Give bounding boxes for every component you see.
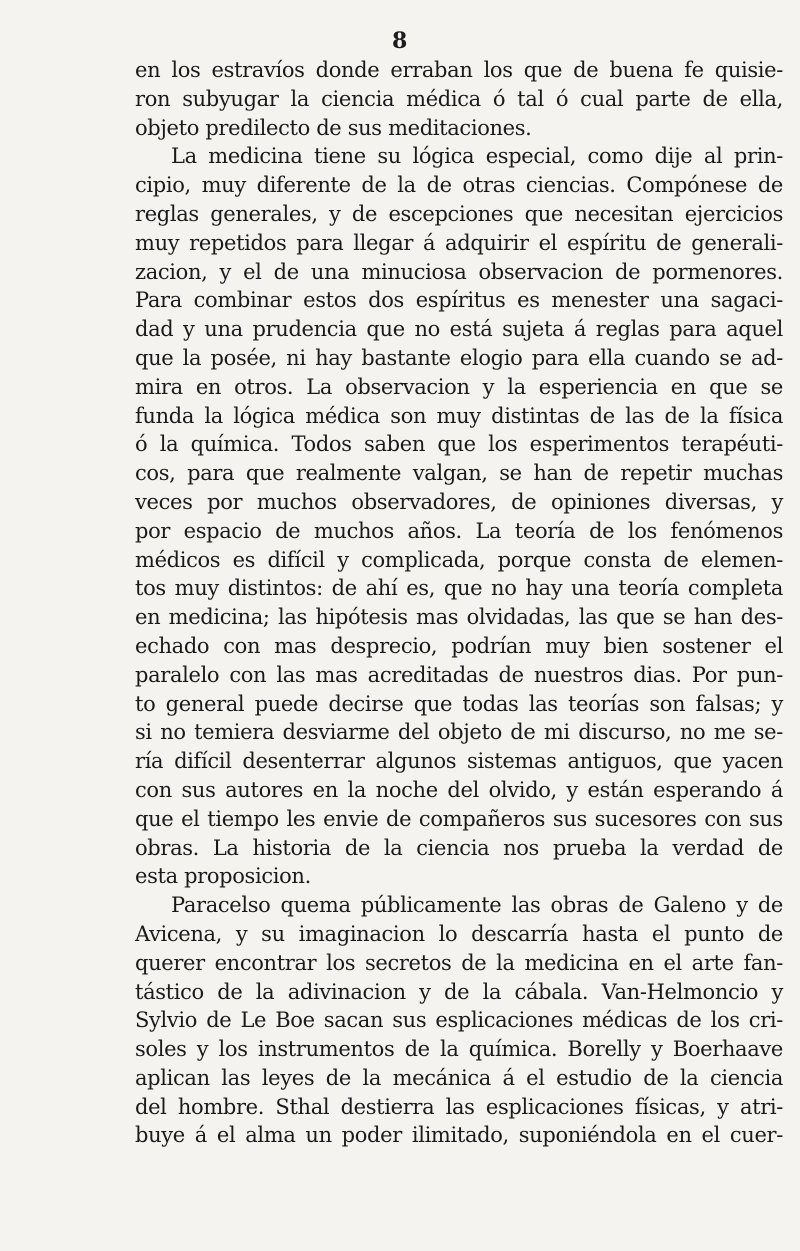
- text-line: ría difícil desenterrar algunos sistemas antiguos, que yacen: [135, 749, 783, 774]
- text-line: médicos es difícil y complicada, porque consta de elemen-: [135, 547, 783, 572]
- text-line: veces por muchos observadores, de opiniones diversas, y: [135, 489, 783, 514]
- text-line: en los estravíos donde erraban los que de buena fe quisie-: [135, 58, 783, 82]
- text-line: que el tiempo les envie de compañeros sus sucesores con sus: [135, 806, 783, 831]
- text-line: zacion, y el de una minuciosa observacion de pormenores.: [135, 259, 783, 284]
- text-line: tástico de la adivinacion y de la cábala. Van-Helmoncio y: [135, 979, 783, 1004]
- text-line: La medicina tiene su lógica especial, como dije al prin-: [171, 144, 783, 169]
- text-line: con sus autores en la noche del olvido, y están esperando á: [135, 777, 783, 802]
- text-line: en medicina; las hipótesis mas olvidadas, las que se han des-: [135, 605, 783, 630]
- text-line: Para combinar estos dos espíritus es menester una sagaci-: [135, 288, 783, 313]
- text-line: esta proposicion.: [135, 864, 311, 889]
- text-line: Sylvio de Le Boe sacan sus esplicaciones médicas de los cri-: [135, 1008, 783, 1033]
- text-line: mira en otros. La observacion y la esperiencia en que se: [135, 374, 783, 399]
- text-line: si no temiera desviarme del objeto de mi discurso, no me se-: [135, 720, 783, 745]
- text-line: cos, para que realmente valgan, se han de repetir muchas: [135, 461, 783, 486]
- text-line: reglas generales, y de escepciones que necesitan ejercicios: [135, 201, 783, 226]
- text-line: paralelo con las mas acreditadas de nuestros dias. Por pun-: [135, 662, 783, 687]
- text-line: ron subyugar la ciencia médica ó tal ó cual parte de ella,: [135, 86, 783, 111]
- text-line: Avicena, y su imaginacion lo descarría hasta el punto de: [135, 921, 783, 946]
- text-line: obras. La historia de la ciencia nos prueba la verdad de: [135, 835, 783, 860]
- text-line: buye á el alma un poder ilimitado, suponiéndola en el cuer-: [135, 1123, 783, 1148]
- text-line: que la posée, ni hay bastante elogio para ella cuando se ad-: [135, 345, 783, 370]
- text-line: soles y los instrumentos de la química. Borelly y Boerhaave: [135, 1037, 783, 1062]
- text-line: ó la química. Todos saben que los esperimentos terapéuti-: [135, 432, 783, 457]
- text-line: por espacio de muchos años. La teoría de los fenómenos: [135, 518, 783, 543]
- text-line: aplican las leyes de la mecánica á el estudio de la ciencia: [135, 1065, 783, 1090]
- text-line: querer encontrar los secretos de la medicina en el arte fan-: [135, 950, 783, 975]
- page-number: 8: [392, 28, 408, 54]
- text-line: muy repetidos para llegar á adquirir el espíritu de generali-: [135, 230, 783, 255]
- text-line: funda la lógica médica son muy distintas de las de la física: [135, 403, 783, 428]
- text-line: del hombre. Sthal destierra las esplicaciones físicas, y atri-: [135, 1094, 783, 1119]
- text-line: objeto predilecto de sus meditaciones.: [135, 115, 532, 140]
- text-line: dad y una prudencia que no está sujeta á reglas para aquel: [135, 317, 783, 342]
- text-line: echado con mas desprecio, podrían muy bien sostener el: [135, 633, 783, 658]
- text-line: cipio, muy diferente de la de otras ciencias. Compónese de: [135, 173, 783, 198]
- text-line: tos muy distintos: de ahí es, que no hay una teoría completa: [135, 576, 783, 601]
- text-line: Paracelso quema públicamente las obras de Galeno y de: [171, 893, 783, 918]
- text-line: to general puede decirse que todas las teorías son falsas; y: [135, 691, 783, 716]
- body-text: [135, 56, 783, 1150]
